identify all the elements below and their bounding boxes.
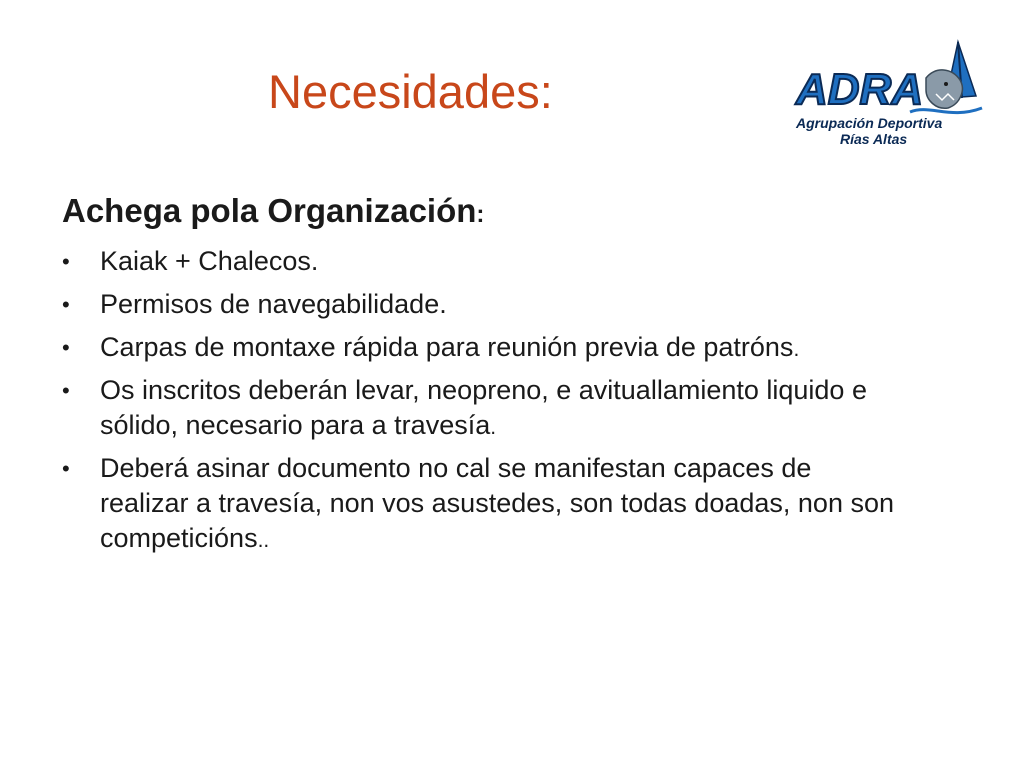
bullet-list: [62, 244, 902, 564]
logo-line-2: Rías Altas: [840, 131, 908, 147]
subheading: [62, 192, 484, 230]
bullet-icon: •: [62, 378, 70, 403]
list-item: [62, 373, 902, 445]
bullet-icon: •: [62, 335, 70, 360]
shark-icon: [926, 70, 962, 108]
bullet-text: Deberá asinar documento no cal se manifestan capaces de realizar a travesía, non vos asustedes, son todas doadas, non son competicións: [100, 453, 894, 553]
bullet-tail: ..: [257, 529, 270, 552]
bullet-icon: •: [62, 249, 70, 274]
bullet-tail: .: [490, 416, 497, 439]
bullet-text: Carpas de montaxe rápida para reunión previa de patróns: [100, 332, 794, 362]
list-item: [62, 451, 902, 558]
bullet-text: Os inscritos deberán levar, neopreno, e avituallamiento liquido e sólido, necesario para a travesía: [100, 375, 867, 440]
subheading-colon: :: [476, 201, 485, 228]
bullet-text: Permisos de navegabilidade.: [100, 289, 447, 319]
slide-title: Necesidades:: [268, 65, 553, 118]
list-item: [62, 287, 902, 324]
bullet-icon: •: [62, 456, 70, 481]
bullet-tail: .: [793, 338, 800, 361]
list-item: [62, 330, 902, 367]
bullet-text: Kaiak + Chalecos.: [100, 246, 319, 276]
adra-logo: [790, 38, 990, 150]
logo-line-1: Agrupación Deportiva: [796, 115, 943, 131]
bullet-icon: •: [62, 292, 70, 317]
logo-wordmark: ADRA: [796, 65, 924, 114]
subheading-text: Achega pola Organización: [62, 192, 477, 229]
list-item: [62, 244, 902, 281]
